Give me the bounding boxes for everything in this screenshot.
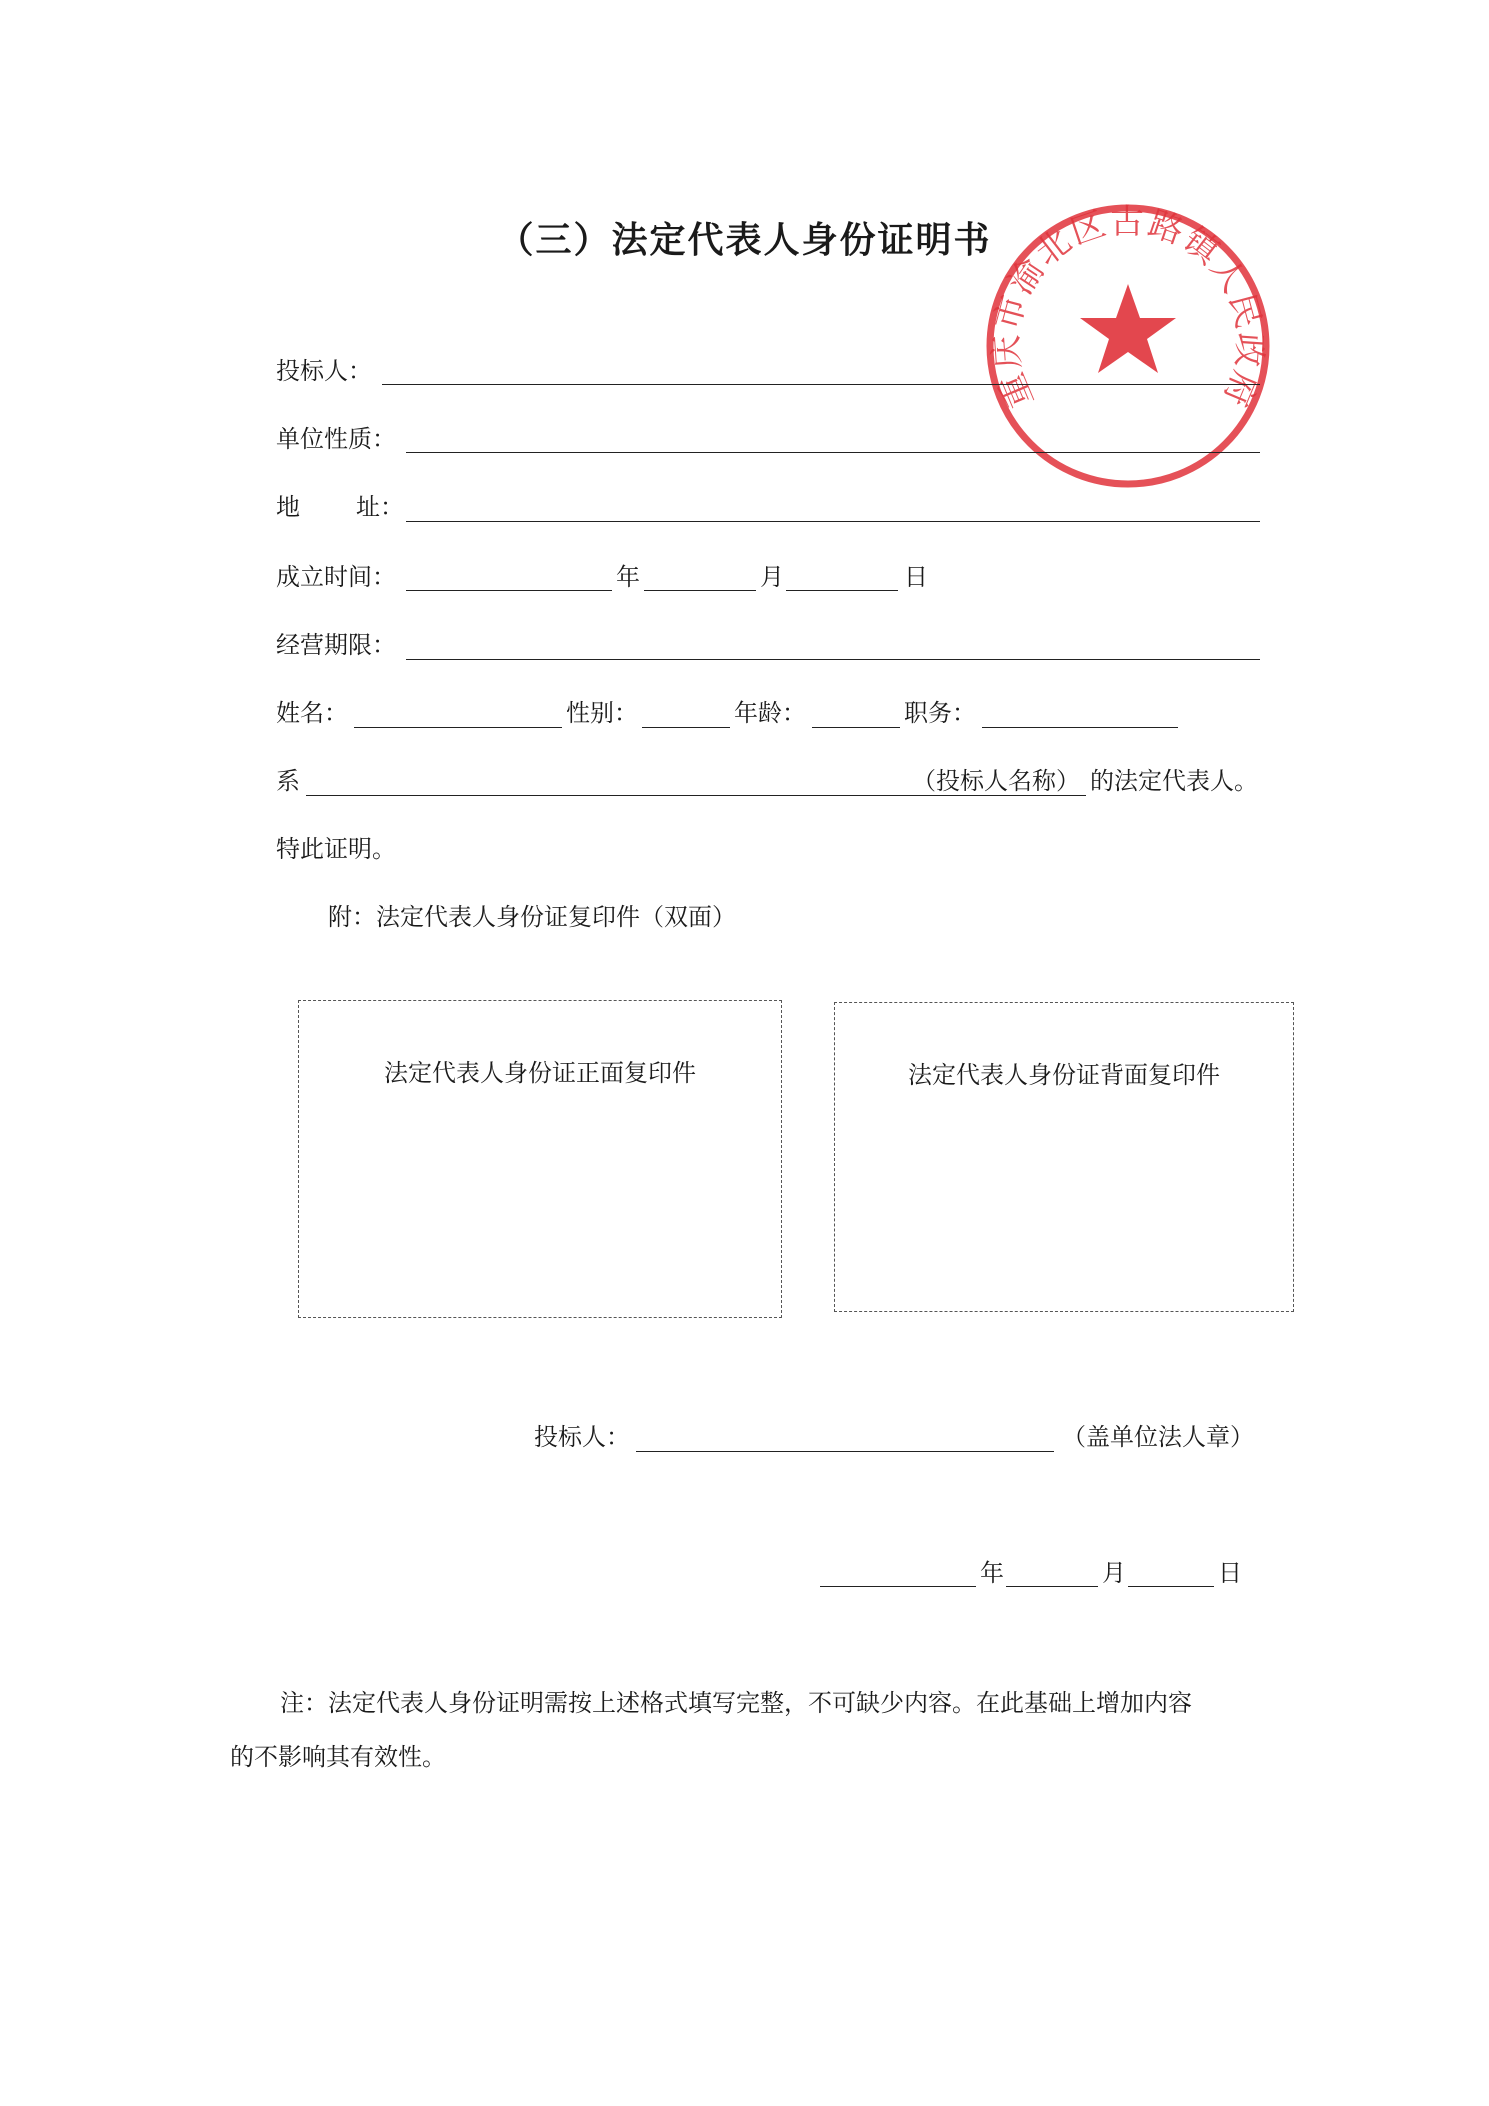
established-month-line[interactable]	[644, 590, 756, 591]
signature-year-label: 年	[980, 1559, 1004, 1587]
signature-month-line[interactable]	[1006, 1586, 1098, 1587]
established-day-line[interactable]	[786, 590, 898, 591]
statement-prefix: 系	[276, 767, 300, 795]
footnote-line-1: 注：法定代表人身份证明需按上述格式填写完整，不可缺少内容。在此基础上增加内容	[280, 1689, 1192, 1717]
person-gender-label: 性别：	[566, 699, 638, 727]
signature-bidder-label: 投标人：	[534, 1423, 630, 1451]
established-month-label: 月	[760, 563, 784, 591]
person-name-label: 姓名：	[276, 699, 348, 727]
business-term-label: 经营期限：	[276, 631, 396, 659]
signature-bidder-line[interactable]	[636, 1451, 1054, 1452]
signature-year-line[interactable]	[820, 1586, 976, 1587]
bidder-label: 投标人：	[276, 357, 372, 385]
address-label-a: 地	[276, 493, 300, 521]
person-name-line[interactable]	[354, 727, 562, 728]
person-position-line[interactable]	[982, 727, 1178, 728]
bidder-field-line[interactable]	[382, 384, 1260, 385]
person-position-label: 职务：	[904, 699, 976, 727]
address-field-line[interactable]	[406, 521, 1260, 522]
signature-month-label: 月	[1102, 1559, 1126, 1587]
address-label-b: 址：	[356, 493, 404, 521]
established-year-line[interactable]	[406, 590, 612, 591]
person-gender-line[interactable]	[642, 727, 730, 728]
statement-bidder-name-hint: （投标人名称）	[912, 767, 1080, 795]
person-age-label: 年龄：	[734, 699, 806, 727]
svg-text:重庆市渝北区古路镇人民政府: 重庆市渝北区古路镇人民政府	[986, 201, 1270, 414]
unit-nature-label: 单位性质：	[276, 425, 396, 453]
id-front-copy-box[interactable]	[298, 1000, 782, 1318]
signature-day-line[interactable]	[1128, 1586, 1214, 1587]
id-back-copy-box[interactable]	[834, 1002, 1294, 1312]
signature-day-label: 日	[1218, 1559, 1242, 1587]
established-year-label: 年	[616, 563, 640, 591]
id-front-caption: 法定代表人身份证正面复印件	[384, 1059, 696, 1087]
seal-star-icon	[1080, 284, 1176, 373]
signature-seal-note: （盖单位法人章）	[1062, 1423, 1254, 1451]
business-term-field-line[interactable]	[406, 659, 1260, 660]
page-title: （三）法定代表人身份证明书	[497, 220, 992, 261]
statement-suffix: 的法定代表人。	[1090, 767, 1258, 795]
attachment-note: 附：法定代表人身份证复印件（双面）	[328, 903, 736, 931]
person-age-line[interactable]	[812, 727, 900, 728]
certify-text: 特此证明。	[276, 835, 396, 863]
established-label: 成立时间：	[276, 563, 396, 591]
established-day-label: 日	[904, 563, 928, 591]
official-seal-stamp	[978, 196, 1278, 496]
unit-nature-field-line[interactable]	[406, 452, 1260, 453]
id-back-caption: 法定代表人身份证背面复印件	[908, 1061, 1220, 1089]
footnote-line-2: 的不影响其有效性。	[230, 1743, 446, 1771]
